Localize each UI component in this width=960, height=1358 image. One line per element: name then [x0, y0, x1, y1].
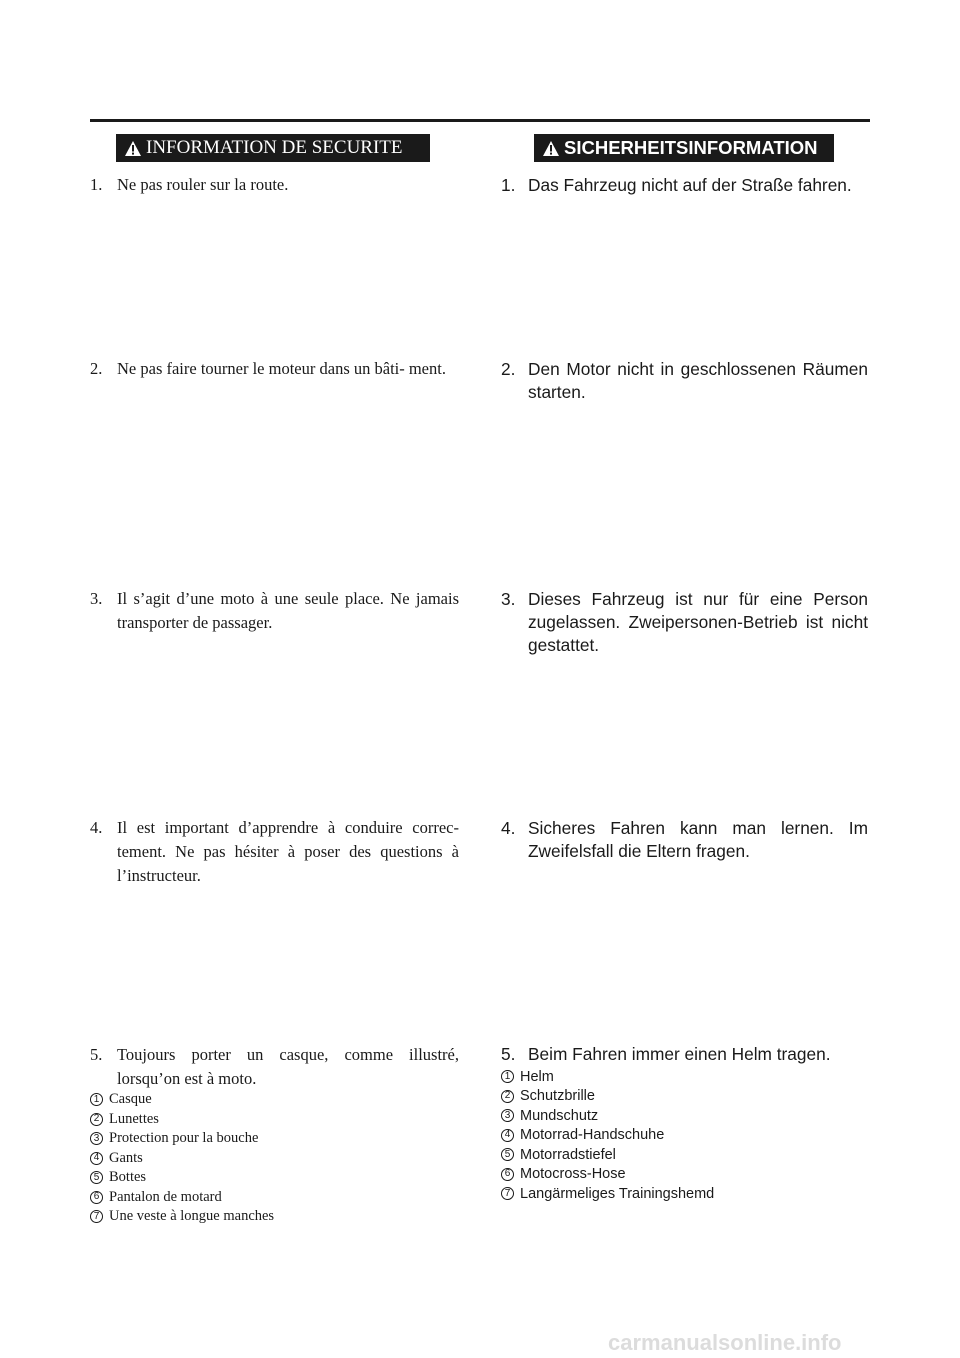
legend-item [501, 1087, 714, 1107]
german-item-4 [501, 817, 868, 863]
item-text: Sicheres Fahren kann man lernen. Im Zweifelsfall die Eltern fragen. [528, 818, 868, 861]
legend-item [90, 1110, 274, 1130]
item-number: 4. [501, 818, 516, 838]
circled-number-icon: 4 [501, 1129, 514, 1142]
french-item-4 [90, 816, 459, 888]
legend-item [501, 1067, 714, 1087]
legend-label: Protection pour la bouche [109, 1130, 259, 1147]
item-text: Das Fahrzeug nicht auf der Straße fahren. [528, 175, 852, 195]
safety-banner-german [534, 134, 834, 162]
header-rule [90, 119, 870, 122]
legend-item [90, 1207, 274, 1227]
item-text: Dieses Fahrzeug ist nur für eine Person zugelassen. Zweipersonen-Betrieb ist nicht gestattet. [528, 589, 868, 655]
legend-label: Motocross-Hose [520, 1166, 626, 1183]
item-number: 3. [90, 589, 103, 608]
french-item-1 [90, 173, 459, 197]
item-number: 2. [90, 359, 103, 378]
legend-item [501, 1165, 714, 1185]
legend-label: Motorradstiefel [520, 1146, 616, 1163]
item-number: 1. [501, 175, 516, 195]
circled-number-icon: 7 [501, 1187, 514, 1200]
french-item-5 [90, 1043, 459, 1091]
circled-number-icon: 4 [90, 1152, 103, 1165]
legend-label: Schutzbrille [520, 1088, 595, 1105]
safety-banner-french [116, 134, 430, 162]
item-number: 4. [90, 818, 103, 837]
circled-number-icon: 7 [90, 1210, 103, 1223]
legend-label: Motorrad-Handschuhe [520, 1127, 665, 1144]
german-item-2 [501, 358, 868, 404]
warning-triangle-icon [124, 140, 142, 157]
legend-item [501, 1106, 714, 1126]
circled-number-icon: 1 [90, 1093, 103, 1106]
circled-number-icon: 2 [501, 1090, 514, 1103]
item-text: Toujours porter un casque, comme illustré, lorsqu’on est à moto. [117, 1045, 459, 1088]
item-number: 2. [501, 359, 516, 379]
legend-label: Une veste à longue manches [109, 1208, 275, 1225]
circled-number-icon: 5 [501, 1148, 514, 1161]
circled-number-icon: 1 [501, 1070, 514, 1083]
circled-number-icon: 6 [501, 1168, 514, 1181]
legend-label: Lunettes [109, 1110, 159, 1127]
legend-item [501, 1184, 714, 1204]
circled-number-icon: 2 [90, 1113, 103, 1126]
legend-item [90, 1188, 274, 1208]
legend-item [90, 1168, 274, 1188]
item-text: Il s’agit d’une moto à une seule place. Ne jamais transporter de passager. [117, 589, 459, 632]
circled-number-icon: 5 [90, 1171, 103, 1184]
legend-label: Pantalon de motard [109, 1188, 222, 1205]
item-text: Ne pas rouler sur la route. [117, 175, 289, 194]
watermark: carmanualsonline.info [608, 1330, 842, 1355]
german-item-3 [501, 588, 868, 657]
circled-number-icon: 3 [501, 1109, 514, 1122]
item-number: 1. [90, 175, 103, 194]
banner-title: SICHERHEITSINFORMATION [564, 137, 818, 158]
legend-label: Casque [109, 1091, 152, 1108]
legend-item [90, 1090, 274, 1110]
french-equipment-legend [90, 1090, 274, 1227]
item-text: Il est important d’apprendre à conduire correc- tement. Ne pas hésiter à poser des questions à l’instructeur. [117, 818, 459, 885]
french-item-3 [90, 587, 459, 635]
warning-triangle-icon [542, 140, 560, 157]
item-number: 5. [90, 1045, 103, 1064]
item-number: 3. [501, 589, 516, 609]
legend-label: Bottes [109, 1169, 147, 1186]
german-item-5 [501, 1043, 868, 1066]
legend-label: Langärmeliges Trainingshemd [520, 1185, 715, 1202]
legend-label: Helm [520, 1068, 554, 1085]
legend-label: Gants [109, 1149, 143, 1166]
legend-item [90, 1129, 274, 1149]
german-item-1 [501, 174, 868, 197]
french-item-2 [90, 357, 459, 381]
item-text: Beim Fahren immer einen Helm tragen. [528, 1044, 831, 1064]
item-number: 5. [501, 1044, 516, 1064]
circled-number-icon: 6 [90, 1191, 103, 1204]
circled-number-icon: 3 [90, 1132, 103, 1145]
legend-item [90, 1149, 274, 1169]
legend-label: Mundschutz [520, 1107, 599, 1124]
legend-item [501, 1126, 714, 1146]
german-equipment-legend [501, 1067, 714, 1204]
item-text: Den Motor nicht in geschlossenen Räumen starten. [528, 359, 868, 402]
item-text: Ne pas faire tourner le moteur dans un bâti- ment. [117, 359, 446, 378]
banner-title: INFORMATION DE SECURITE [146, 137, 403, 158]
legend-item [501, 1145, 714, 1165]
